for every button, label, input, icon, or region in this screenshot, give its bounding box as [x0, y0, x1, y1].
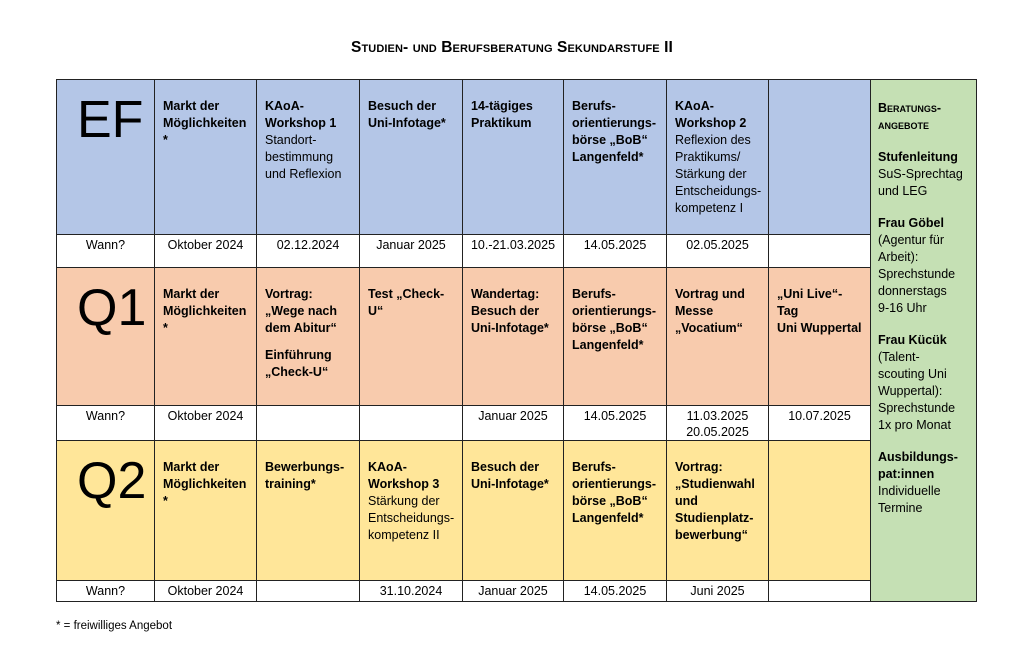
activity-title-line: Praktikum — [471, 116, 532, 130]
date-text: 02.12.2024 — [276, 238, 340, 252]
activity-title-line: dem Abitur“ — [265, 321, 337, 335]
activity-title-line: KAoA- — [675, 99, 714, 113]
activity-cell — [360, 268, 463, 406]
advisor-detail: Sprechstunde — [878, 401, 956, 415]
date-cell — [463, 235, 564, 268]
activity-title-line: Messe — [675, 304, 714, 318]
date-cell — [564, 581, 667, 602]
activity-title-line: Workshop 2 — [675, 116, 747, 130]
page-title: Studien- und Berufsberatung Sekundarstufe II — [351, 39, 673, 56]
stage-label-text: EF — [77, 91, 144, 149]
stage-label — [57, 268, 155, 406]
activity-title-line: training* — [265, 477, 316, 491]
advisor-name: Frau Göbel — [878, 216, 944, 230]
activity-title-line: Studienplatz- — [675, 511, 754, 525]
activity-title-line: * — [163, 321, 168, 335]
schedule-table — [56, 79, 977, 602]
activity-description-line: kompetenz I — [675, 201, 744, 215]
stage-row-ef — [57, 80, 977, 235]
activity-title-line: Wandertag: — [471, 287, 540, 301]
date-cell — [564, 406, 667, 441]
spacer — [878, 317, 970, 332]
activity-title-line: Uni Wuppertal — [777, 321, 862, 335]
activity-title-line: Berufs- — [572, 99, 616, 113]
stage-row-q1 — [57, 268, 977, 406]
activity-title-line: Möglichkeiten — [163, 477, 247, 491]
date-text: Oktober 2024 — [167, 584, 244, 598]
activity-cell — [257, 80, 360, 235]
advisor-detail: (Agentur für — [878, 233, 945, 247]
activity-title-line: Langenfeld* — [572, 338, 644, 352]
activity-title-line: KAoA- — [265, 99, 304, 113]
activity-title-line: „Uni Live“- Tag — [777, 287, 843, 318]
activity-title-line: Markt der — [163, 460, 220, 474]
activity-description-line: kompetenz II — [368, 528, 440, 542]
activity-title-line: Bewerbungs- — [265, 460, 345, 474]
activity-cell — [155, 441, 257, 581]
activity-cell — [463, 441, 564, 581]
activity-cell — [155, 80, 257, 235]
advisor-detail: (Talent- — [878, 350, 920, 364]
advisor-detail: SuS-Sprechtag — [878, 167, 963, 181]
date-cell — [463, 406, 564, 441]
activity-cell — [667, 441, 769, 581]
activity-title-line: Test „Check-U“ — [368, 287, 445, 318]
advisor-detail: 9-16 Uhr — [878, 301, 927, 315]
stage-label — [57, 80, 155, 235]
activity-title-line: * — [163, 133, 168, 147]
date-cell — [463, 581, 564, 602]
activity-cell — [463, 80, 564, 235]
when-label: Wann? — [57, 235, 155, 268]
date-cell — [769, 581, 871, 602]
date-text: Oktober 2024 — [167, 409, 244, 423]
advisor-detail: Individuelle — [878, 484, 941, 498]
activity-cell — [667, 268, 769, 406]
dates-row — [57, 235, 977, 268]
date-cell — [360, 406, 463, 441]
activity-title-line: börse „BoB“ — [572, 494, 648, 508]
stage-label-text: Q2 — [77, 452, 147, 510]
activity-title-line: orientierungs- — [572, 304, 657, 318]
activity-title-line: Einführung — [265, 348, 332, 362]
date-cell — [564, 235, 667, 268]
date-cell — [257, 581, 360, 602]
activity-title-line: Besuch der — [368, 99, 437, 113]
activity-title-line: börse „BoB“ — [572, 133, 648, 147]
activity-title-line: Berufs- — [572, 287, 616, 301]
date-text: Januar 2025 — [478, 584, 548, 598]
activity-description-line: und Reflexion — [265, 167, 342, 181]
activity-description-line: bestimmung — [265, 150, 334, 164]
activity-cell — [564, 80, 667, 235]
date-cell — [155, 235, 257, 268]
date-text: 20.05.2025 — [686, 425, 749, 439]
stage-row-q2 — [57, 441, 977, 581]
activity-cell — [360, 80, 463, 235]
activity-title-line: orientierungs- — [572, 116, 657, 130]
date-cell — [667, 406, 769, 441]
date-text: 10.-21.03.2025 — [470, 238, 556, 252]
activity-cell — [769, 80, 871, 235]
when-label: Wann? — [57, 581, 155, 602]
activity-cell — [769, 268, 871, 406]
date-text: Oktober 2024 — [167, 238, 244, 252]
date-text: 14.05.2025 — [583, 584, 647, 598]
date-cell — [769, 406, 871, 441]
activity-title-line: Vortrag und — [675, 287, 745, 301]
date-text: 11.03.2025 — [686, 409, 749, 423]
activity-title-line: „Check-U“ — [265, 365, 329, 379]
date-cell — [769, 235, 871, 268]
activity-cell — [564, 268, 667, 406]
activity-title-line: „Wege nach — [265, 304, 338, 318]
advisor-detail: scouting Uni — [878, 367, 947, 381]
advisor-name: Stufenleitung — [878, 150, 958, 164]
when-label: Wann? — [57, 406, 155, 441]
date-text: Juni 2025 — [690, 584, 745, 598]
activity-title-line: orientierungs- — [572, 477, 657, 491]
activity-title-line: Langenfeld* — [572, 150, 644, 164]
activity-description-line: Stärkung der — [368, 494, 440, 508]
advisor-detail: Arbeit): — [878, 250, 919, 264]
date-cell — [155, 406, 257, 441]
advisor-name: pat:innen — [878, 467, 935, 481]
activity-title-line: „Vocatium“ — [675, 321, 743, 335]
activity-title-line: Besuch der — [471, 460, 540, 474]
advisor-detail: 1x pro Monat — [878, 418, 951, 432]
activity-title-line: Markt der — [163, 287, 220, 301]
activity-title-line: KAoA- — [368, 460, 407, 474]
activity-title-line: Möglichkeiten — [163, 116, 247, 130]
date-cell — [155, 581, 257, 602]
advisor-detail: Termine — [878, 501, 923, 515]
activity-cell — [155, 268, 257, 406]
activity-title-line: Uni-Infotage* — [368, 116, 446, 130]
activity-title-line: Markt der — [163, 99, 220, 113]
date-cell — [257, 406, 360, 441]
footnote: * = freiwilliges Angebot — [56, 620, 173, 632]
activity-title-line: börse „BoB“ — [572, 321, 648, 335]
date-cell — [667, 235, 769, 268]
activity-description-line: Stärkung der — [675, 167, 747, 181]
advisor-name: Frau Kücük — [878, 333, 947, 347]
stage-label-text: Q1 — [77, 279, 147, 337]
date-text: 10.07.2025 — [788, 409, 851, 423]
activity-cell — [564, 441, 667, 581]
activity-description-line: Reflexion des — [675, 133, 751, 147]
stage-label — [57, 441, 155, 581]
advice-offers-panel — [871, 80, 977, 602]
activity-description-line: Entscheidungs- — [368, 511, 455, 525]
activity-cell — [360, 441, 463, 581]
spacer — [265, 337, 353, 347]
activity-title-line: Vortrag: — [265, 287, 313, 301]
activity-title-line: Workshop 3 — [368, 477, 440, 491]
activity-title-line: Uni-Infotage* — [471, 477, 549, 491]
activity-cell — [257, 268, 360, 406]
date-cell — [360, 581, 463, 602]
spacer — [878, 134, 970, 149]
activity-title-line: Besuch der — [471, 304, 540, 318]
date-cell — [257, 235, 360, 268]
activity-cell — [667, 80, 769, 235]
activity-description-line: Praktikums/ — [675, 150, 741, 164]
date-cell — [667, 581, 769, 602]
activity-description-line: Entscheidungs- — [675, 184, 762, 198]
date-text: Januar 2025 — [478, 409, 548, 423]
dates-row — [57, 581, 977, 602]
activity-title-line: Workshop 1 — [265, 116, 337, 130]
activity-description-line: Standort- — [265, 133, 317, 147]
date-text: 14.05.2025 — [583, 238, 647, 252]
activity-title-line: „Studienwahl — [675, 477, 755, 491]
activity-cell — [257, 441, 360, 581]
activity-title-line: * — [163, 494, 168, 508]
activity-title-line: Möglichkeiten — [163, 304, 247, 318]
spacer — [878, 200, 970, 215]
advice-heading: angebote — [878, 118, 930, 132]
advice-heading: Beratungs- — [878, 101, 942, 115]
advisor-name: Ausbildungs- — [878, 450, 958, 464]
date-cell — [360, 235, 463, 268]
advisor-detail: Sprechstunde — [878, 267, 956, 281]
activity-title-line: und — [675, 494, 698, 508]
spacer — [878, 434, 970, 449]
activity-cell — [463, 268, 564, 406]
dates-row — [57, 406, 977, 441]
activity-title-line: Berufs- — [572, 460, 616, 474]
date-text: 31.10.2024 — [379, 584, 443, 598]
activity-title-line: bewerbung“ — [675, 528, 748, 542]
activity-title-line: Vortrag: — [675, 460, 723, 474]
date-text: Januar 2025 — [376, 238, 446, 252]
advisor-detail: und LEG — [878, 184, 928, 198]
advisor-detail: donnerstags — [878, 284, 947, 298]
activity-cell — [769, 441, 871, 581]
activity-title-line: Langenfeld* — [572, 511, 644, 525]
activity-title-line: Uni-Infotage* — [471, 321, 549, 335]
advisor-detail: Wuppertal): — [878, 384, 943, 398]
date-text: 14.05.2025 — [583, 409, 647, 423]
activity-title-line: 14-tägiges — [471, 99, 533, 113]
date-text: 02.05.2025 — [686, 238, 749, 252]
